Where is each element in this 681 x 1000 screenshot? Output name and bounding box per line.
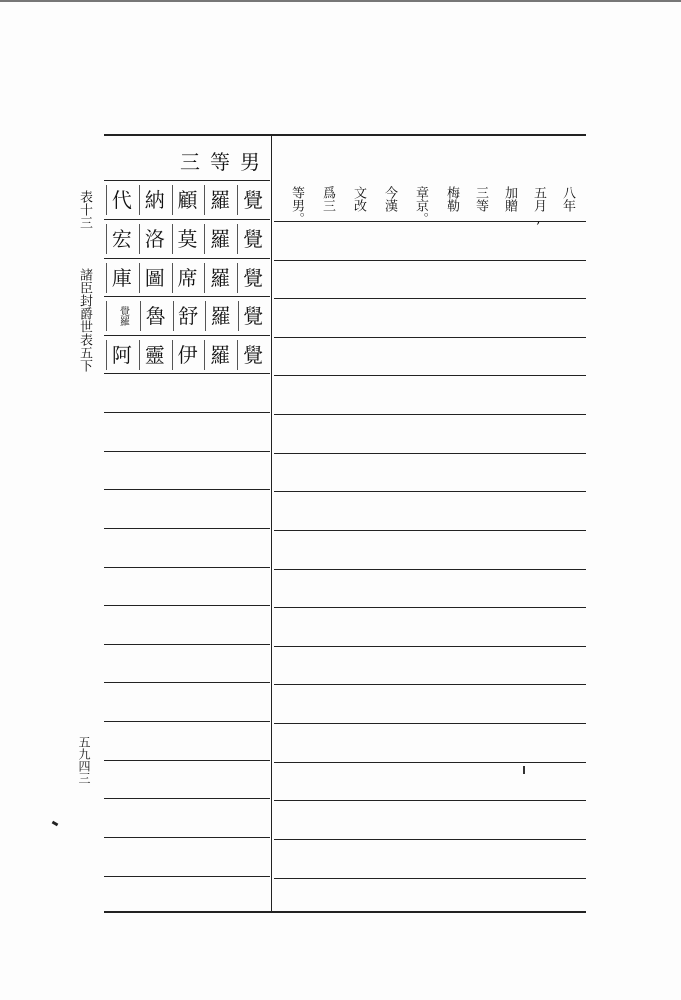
chapter-label: 表十三 (77, 190, 92, 229)
name-char: 顧 (172, 185, 201, 215)
note-column: 爲三 (320, 186, 335, 212)
name-char: 羅 (204, 340, 233, 370)
row-separator-left (104, 528, 270, 529)
name-char: 阿 (106, 340, 135, 370)
note-column: 今漢 (382, 186, 397, 212)
note-column: 八年 (560, 186, 575, 212)
row-separator-right (274, 878, 586, 879)
row-separator-left (104, 605, 270, 606)
name-char: 覺 (237, 224, 266, 254)
row-separator-left (104, 296, 270, 297)
scan-speck (52, 821, 59, 827)
name-char: 靈 (139, 340, 168, 370)
name-char: 羅 (204, 263, 233, 293)
row-separator-left (104, 335, 270, 336)
rank-title (160, 146, 270, 174)
name-char: 圖 (139, 263, 168, 293)
name-char: 覺 (237, 340, 266, 370)
name-char: 羅 (204, 185, 233, 215)
name-char: 羅 (205, 301, 234, 331)
name-char: 覺 (237, 185, 266, 215)
row-separator-left (104, 798, 270, 799)
row-separator-left (104, 489, 270, 490)
row-separator-left (104, 760, 270, 761)
row-separator-left (104, 721, 270, 722)
name-row-3 (106, 262, 270, 294)
name-char: 納 (139, 185, 168, 215)
name-char: 伊 (172, 340, 201, 370)
row-separator-left (104, 837, 270, 838)
row-separator-right (274, 646, 586, 647)
row-separator-right (274, 800, 586, 801)
note-column: 等男。 (289, 186, 304, 225)
row-separator-right (274, 723, 586, 724)
rank-title-text: 三等男 (180, 150, 270, 174)
name-row-1 (106, 184, 270, 216)
row-separator-left (104, 412, 270, 413)
name-char: 舒 (173, 301, 202, 331)
name-char: 席 (172, 263, 201, 293)
row-separator-left (104, 451, 270, 452)
name-char: 莫 (172, 224, 201, 254)
row-separator-right (274, 453, 586, 454)
row-separator-right (274, 414, 586, 415)
section-title: 諸臣封爵世表五下 (77, 268, 92, 372)
row-separator-right (274, 762, 586, 763)
row-separator-left (104, 567, 270, 568)
note-column: 三等 (473, 186, 488, 212)
name-char-small: 覺羅 (106, 301, 136, 331)
note-column: 五月, (531, 186, 546, 227)
name-char: 魯 (140, 301, 169, 331)
note-column: 文改 (351, 186, 366, 212)
row-separator-right (274, 607, 586, 608)
name-char: 覺 (238, 301, 267, 331)
note-column: 章京。 (413, 186, 428, 225)
note-column: 梅勒 (444, 186, 459, 212)
scan-speck (523, 766, 525, 774)
row-separator-right (274, 337, 586, 338)
row-separator-right (274, 491, 586, 492)
row-separator-left (104, 682, 270, 683)
row-separator-right (274, 530, 586, 531)
name-char: 覺 (237, 263, 266, 293)
name-row-4 (106, 300, 270, 332)
row-separator-right (274, 569, 586, 570)
row-separator-left (104, 876, 270, 877)
row-separator-left (104, 644, 270, 645)
name-row-5 (106, 339, 270, 371)
row-separator-right (274, 375, 586, 376)
row-separator-right (274, 260, 586, 261)
page-number: 五九四三 (77, 736, 91, 784)
row-separator-left (104, 258, 270, 259)
name-char: 代 (106, 185, 135, 215)
row-separator-left (104, 373, 270, 374)
name-row-2 (106, 223, 270, 255)
name-char: 洛 (139, 224, 168, 254)
name-char: 羅 (204, 224, 233, 254)
row-separator-left (104, 219, 270, 220)
name-char: 庫 (106, 263, 135, 293)
row-separator-right (274, 684, 586, 685)
note-column: 加贈 (502, 186, 517, 212)
row-separator-right (274, 839, 586, 840)
row-separator-right (274, 298, 586, 299)
scan-top-edge (0, 0, 681, 2)
row-separator-left (104, 180, 270, 181)
name-char: 宏 (106, 224, 135, 254)
